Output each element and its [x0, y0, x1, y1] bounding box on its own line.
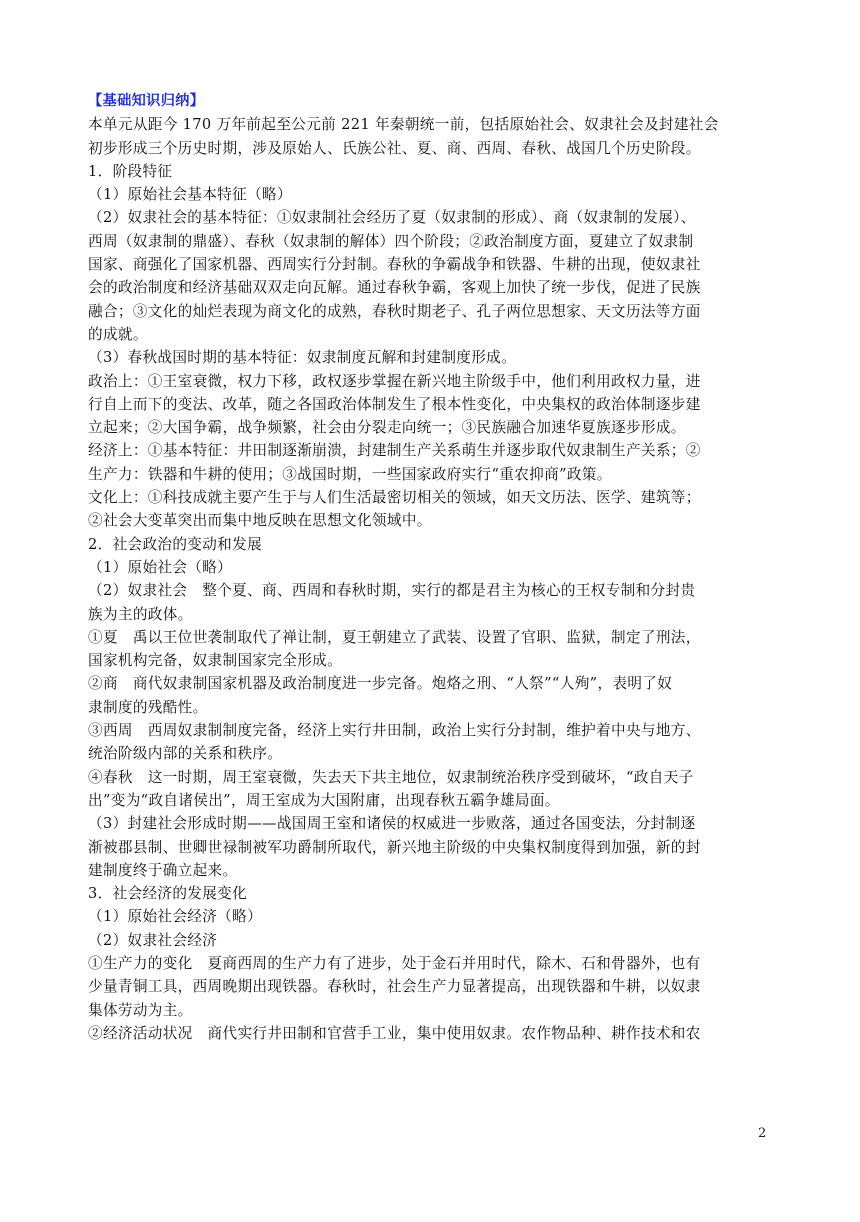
text-line-15: 经济上：①基本特征：井田制逐渐崩溃，封建制生产关系萌生并逐步取代奴隶制生产关系；② — [88, 442, 701, 460]
text-line-38: 少量青铜工具，西周晚期出现铁器。春秋时，社会生产力显著提高，出现铁器和牛耕，以奴隶 — [88, 978, 701, 996]
text-line-34: 3．社会经济的发展变化 — [88, 885, 248, 903]
page-number: 2 — [758, 1126, 767, 1141]
text-line-35: （1）原始社会经济（略） — [88, 908, 263, 926]
text-line-3: 1．阶段特征 — [88, 162, 173, 180]
text-line-10: 的成就。 — [88, 325, 148, 343]
text-line-23: ①夏 禹以王位世袭制取代了禅让制，夏王朝建立了武装、设置了官职、监狱，制定了刑法， — [88, 628, 701, 646]
text-line-1: 本单元从距今 170 万年前起至公元前 221 年秦朝统一前，包括原始社会、奴隶社会及封建社会 — [88, 116, 719, 134]
text-line-31: （3）封建社会形成时期——战国周王室和诸侯的权威进一步败落，通过各国变法，分封制逐 — [88, 815, 696, 833]
text-line-11: （3）春秋战国时期的基本特征：奴隶制度瓦解和封建制度形成。 — [88, 349, 517, 367]
text-line-8: 会的政治制度和经济基础双双走向瓦解。通过春秋争霸，客观上加快了统一步伐，促进了民族 — [88, 279, 701, 297]
text-line-18: ②社会大变革突出而集中地反映在思想文化领域中。 — [88, 512, 432, 530]
text-line-39: 集体劳动为主。 — [88, 1001, 193, 1019]
text-line-9: 融合；③文化的灿烂表现为商文化的成熟，春秋时期老子、孔子两位思想家、天文历法等方面 — [88, 302, 701, 320]
text-line-7: 国家、商强化了国家机器、西周实行分封制。春秋的争霸战争和铁器、牛耕的出现，使奴隶社 — [88, 256, 701, 274]
text-line-29: ④春秋 这一时期，周王室衰微，失去天下共主地位，奴隶制统治秩序受到破坏，“政自天子 — [88, 768, 694, 786]
text-line-12: 政治上：①王室衰微，权力下移，政权逐步掌握在新兴地主阶级手中，他们利用政权力量，进 — [88, 372, 701, 390]
text-line-32: 渐被郡县制、世卿世禄制被军功爵制所取代，新兴地主阶级的中央集权制度得到加强，新的封 — [88, 838, 701, 856]
text-line-21: （2）奴隶社会 整个夏、商、西周和春秋时期，实行的都是君主为核心的王权专制和分封贵 — [88, 582, 696, 600]
text-line-4: （1）原始社会基本特征（略） — [88, 186, 292, 204]
text-line-30: 出”变为“政自诸侯出”，周王室成为大国附庸，出现春秋五霸争雄局面。 — [88, 791, 560, 809]
text-line-36: （2）奴隶社会经济 — [88, 931, 218, 949]
text-line-22: 族为主的政体。 — [88, 605, 193, 623]
text-line-13: 行自上而下的变法、改革，随之各国政治体制发生了根本性变化，中央集权的政治体制逐步建 — [88, 395, 701, 413]
text-line-20: （1）原始社会（略） — [88, 558, 233, 576]
text-line-19: 2．社会政治的变动和发展 — [88, 535, 263, 553]
text-line-16: 生产力：铁器和牛耕的使用；③战国时期，一些国家政府实行“重农抑商”政策。 — [88, 465, 612, 483]
text-line-26: 隶制度的残酷性。 — [88, 698, 208, 716]
text-line-27: ③西周 西周奴隶制制度完备，经济上实行井田制，政治上实行分封制，维护着中央与地方、 — [88, 722, 701, 740]
text-line-25: ②商 商代奴隶制国家机器及政治制度进一步完备。炮烙之刑、“人祭”“人殉”，表明了奴 — [88, 675, 673, 693]
text-line-17: 文化上：①科技成就主要产生于与人们生活最密切相关的领域，如天文历法、医学、建筑等； — [88, 489, 701, 507]
text-line-40: ②经济活动状况 商代实行井田制和官营手工业，集中使用奴隶。农作物品种、耕作技术和农 — [88, 1024, 701, 1042]
text-line-37: ①生产力的变化 夏商西周的生产力有了进步，处于金石并用时代，除木、石和骨器外，也有 — [88, 954, 701, 972]
text-line-6: 西周（奴隶制的鼎盛）、春秋（奴隶制的解体）四个阶段；②政治制度方面，夏建立了奴隶制 — [88, 232, 694, 250]
text-line-28: 统治阶级内部的关系和秩序。 — [88, 745, 283, 763]
text-line-2: 初步形成三个历史时期，涉及原始人、氏族公社、夏、商、西周、春秋、战国几个历史阶段。 — [88, 139, 701, 157]
section-heading: 【基础知识归纳】 — [88, 93, 205, 109]
text-line-14: 立起来；②大国争霸，战争频繁，社会由分裂走向统一；③民族融合加速华夏族逐步形成。 — [88, 419, 686, 437]
text-line-24: 国家机构完备，奴隶制国家完全形成。 — [88, 652, 343, 670]
document-body — [88, 90, 774, 1045]
text-line-5: （2）奴隶社会的基本特征：①奴隶制社会经历了夏（奴隶制的形成）、商（奴隶制的发展）、 — [88, 209, 696, 227]
text-line-33: 建制度终于确立起来。 — [88, 861, 238, 879]
